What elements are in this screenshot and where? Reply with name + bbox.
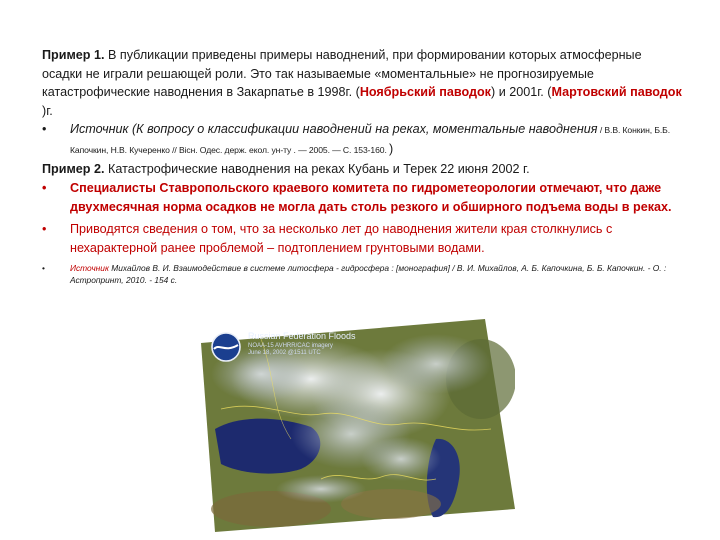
example-1-text-2: ) и 2001г. ( (491, 85, 552, 100)
example-2-text: Катастрофические наводнения на реках Кубань и Терек 22 июня 2002 г. (104, 161, 530, 176)
bullet-text-2: Приводятся сведения о том, что за несколько лет до наводнения жители края столкнулись с нехарактерной ранее проблемой – подтоплением грунтовыми водами. (70, 222, 613, 255)
satellite-image-subtitle (248, 343, 333, 357)
satellite-subtitle-line-2: June 18, 2002 @1511 UTC (248, 350, 321, 356)
example-1-text: В публикации приведены примеры наводнений, при формировании которых атмосферные осадки не играли решающей роли. Это так называемые «моментальные» не прогнозируемые катастрофические наводнения в Закарпатье в 1998г. ( (42, 48, 642, 100)
example-2-paragraph (42, 160, 682, 179)
bullet-item-1 (42, 179, 682, 216)
satellite-image (201, 319, 515, 532)
march-flood-label: Мартовский паводок (551, 85, 682, 100)
footnote-text: Михайлов В. И. Взаимодействие в системе литосфера - гидросфера : [монография] / В. И. Михайлов, А. Б. Капочкина, Б. Б. Капочкин. - О. : Астропринт, 2010. - 154 с. (70, 262, 667, 285)
source-1-citation: / В.В. Конкин, Б.Б. Капочкин, Н.В. Кучеренко // Вісн. Одес. держ. екол. ун-ту . — 2005. — С. 153-160. (70, 125, 670, 155)
source-1-title: Источник (К вопросу о классификации наводнений на реках, моментальные наводнения (70, 122, 598, 137)
bullet-text-1: Специалисты Ставропольского краевого комитета по гидрометеорологии отмечают, что даже двухмесячная норма осадков не могла дать столь резкого и обширного подъема воды в реках. (70, 181, 672, 214)
slide-text (42, 46, 682, 286)
bullet-marker: • (42, 181, 47, 196)
example-1-text-3: )г. (42, 103, 53, 118)
footnote-label: Источник (70, 262, 109, 273)
bullet-marker: • (42, 222, 47, 237)
satellite-image-title: Russian Federation Floods (248, 331, 356, 341)
footnote-item (42, 262, 682, 286)
example-1-paragraph (42, 46, 682, 120)
source-1-close: ) (389, 141, 394, 156)
satellite-subtitle-line-1: NOAA-15 AVHRR/CAC imagery (248, 343, 333, 349)
example-2-label: Пример 2. (42, 161, 105, 176)
november-flood-label: Ноябрьский паводок (359, 85, 491, 100)
bullet-item-2 (42, 220, 682, 257)
bullet-marker: • (42, 122, 47, 137)
bullet-marker: • (42, 262, 45, 273)
source-1-item (42, 120, 682, 159)
example-1-label: Пример 1. (42, 48, 105, 62)
